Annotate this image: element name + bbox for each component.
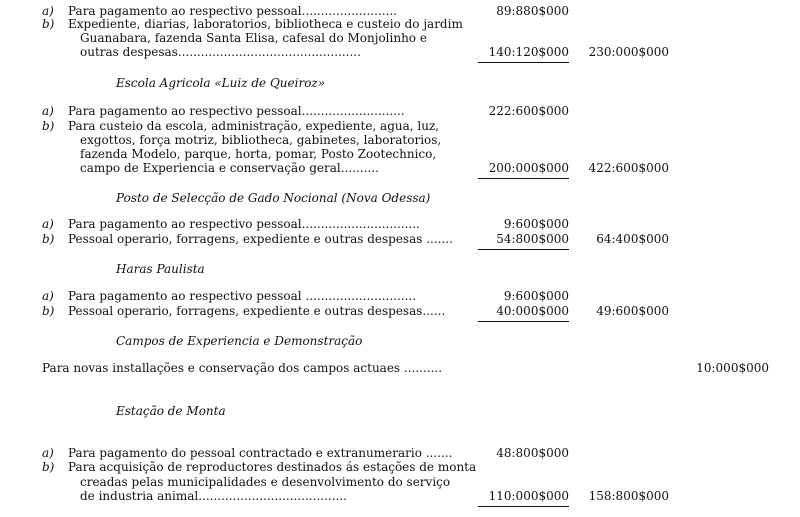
section-total: 230:000$000: [588, 45, 669, 59]
item-description: Para pagamento ao respectivo pessoal...........................: [68, 104, 405, 118]
item-description: Para pagamento ao respectivo pessoal...............................: [68, 217, 420, 231]
section-title: Haras Paulista: [116, 262, 205, 276]
item-description: Guanabara, fazenda Santa Elisa, cafesal do Monjolinho e: [80, 31, 427, 45]
item-amount: 54:800$000: [468, 233, 569, 246]
item-description: Para acquisição de reproductores destinados ás estações de monta: [68, 460, 477, 474]
item-letter: a): [42, 4, 54, 18]
section-title: Posto de Selecção de Gado Nocional (Nova Odessa): [116, 191, 431, 205]
section-total: 422:600$000: [588, 161, 669, 175]
item-letter: b): [42, 232, 55, 246]
item-description: creadas pelas municipalidades e desenvolvimento do serviço: [80, 475, 451, 489]
item-description: exgottos, força motriz, bibliotheca, gabinetes, laboratorios,: [80, 133, 442, 147]
section-total: 158:800$000: [588, 489, 669, 503]
item-letter: b): [42, 17, 55, 31]
item-letter: b): [42, 304, 55, 318]
section-total: 49:600$000: [596, 304, 669, 318]
item-amount: 200:000$000: [468, 162, 569, 175]
item-letter: b): [42, 119, 55, 133]
item-description: Para pagamento ao respectivo pessoal .............................: [68, 289, 417, 303]
item-amount: 222:600$000: [488, 104, 569, 118]
item-description: Expediente, diarias, laboratorios, bibliotheca e custeio do jardim: [68, 17, 463, 31]
item-letter: b): [42, 460, 55, 474]
item-description: Para custeio da escola, administração, expediente, agua, luz,: [68, 119, 440, 133]
item-letter: a): [42, 217, 54, 231]
item-letter: a): [42, 104, 54, 118]
item-description: de industria animal.......................................: [80, 489, 347, 503]
section-title: Escola Agricola «Luiz de Queiroz»: [116, 76, 326, 90]
item-amount: 40:000$000: [468, 305, 569, 318]
item-amount: 9:600$000: [503, 217, 569, 231]
item-amount: 89:880$000: [496, 4, 569, 18]
item-amount: 110:000$000: [468, 490, 569, 503]
item-description: Pessoal operario, forragens, expediente e outras despesas .......: [68, 232, 453, 246]
item-amount: 140:120$000: [468, 46, 569, 59]
item-description: campo de Experiencia e conservação geral..........: [80, 161, 379, 175]
item-letter: a): [42, 446, 54, 460]
item-description: Para pagamento do pessoal contractado e extranumerario .......: [68, 446, 453, 460]
item-description: fazenda Modelo, parque, horta, pomar, Posto Zootechnico,: [80, 147, 437, 161]
standalone-total: 10:000$000: [696, 361, 769, 375]
section-total: 64:400$000: [596, 232, 669, 246]
item-letter: a): [42, 289, 54, 303]
section-title: Estação de Monta: [116, 404, 226, 418]
item-description: outras despesas................................................: [80, 45, 361, 59]
item-amount: 9:600$000: [503, 289, 569, 303]
section-title: Campos de Experiencia e Demonstração: [116, 334, 363, 348]
item-amount: 48:800$000: [496, 446, 569, 460]
item-description: Pessoal operario, forragens, expediente e outras despesas......: [68, 304, 446, 318]
item-description: Para novas installações e conservação dos campos actuaes ..........: [42, 361, 443, 375]
item-description: Para pagamento ao respectivo pessoal.........................: [68, 4, 397, 18]
